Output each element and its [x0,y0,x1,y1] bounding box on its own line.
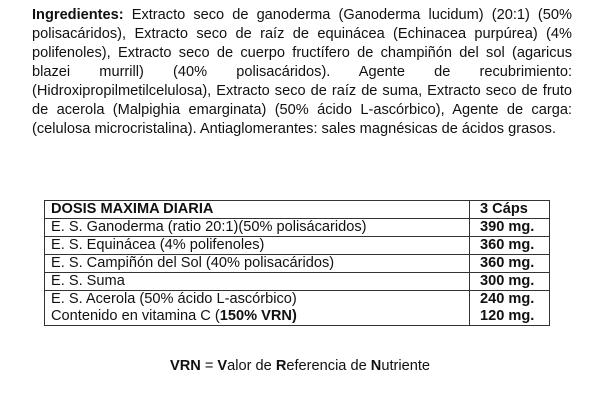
footnote-part: eferencia de [286,358,371,374]
amount-cell: 300 mg. [470,273,550,291]
footnote-part: N [370,358,382,374]
footnote-part: alor de [227,358,276,374]
header-ingredient-cell: DOSIS MAXIMA DIARIA [45,201,470,219]
amount-cell: 360 mg. [470,237,550,255]
footnote-part: = [200,358,218,374]
amount-cell: 360 mg. [470,255,550,273]
footnote-part: VRN [169,358,201,374]
vitamin-c-line [51,308,463,325]
table-header-row [45,201,550,219]
vitamin-c-vrn: 150% VRN [219,308,292,324]
amount-cell [470,291,550,326]
header-amount-cell: 3 Cáps [470,201,550,219]
table-row [45,219,550,237]
table-row [45,291,550,326]
ingredient-cell: E. S. Suma [45,273,470,291]
ingredients-heading: Ingredientes: [32,7,124,23]
ingredients-text: Extracto seco de ganoderma (Ganoderma lucidum) (20:1) (50% polisacáridos), Extracto seco de raíz de equinácea (Echinacea purpúrea) (4% polifenoles), Extracto seco de cuerpo fructífero de champiñón del sol (agaricus blazei murrill) (40% polisacáridos). Agente de recubrimiento: (Hidroxipropilmetilcelulosa), Extracto seco de raíz de suma, Extracto seco de fruto de acerola (Malpighia emarginata) (50% ácido L-ascórbico), Agente de carga: (celulosa microcristalina). Antiaglomerantes: sales magnésicas de ácidos grasos. [32,7,572,137]
footnote-part: utriente [381,358,431,374]
vitamin-c-paren: ) [291,308,297,324]
footnote-part: R [275,358,287,374]
vrn-footnote [0,358,600,374]
footnote-part: V [217,358,228,374]
table-row [45,255,550,273]
acerola-line: E. S. Acerola (50% ácido L-ascórbico) [51,291,297,307]
table-row [45,273,550,291]
acerola-amount: 240 mg. [480,291,535,307]
ingredients-paragraph [32,6,572,139]
vitamin-c-amount: 120 mg. [480,308,535,324]
ingredient-cell: E. S. Ganoderma (ratio 20:1)(50% polisácaridos) [45,219,470,237]
ingredient-cell: E. S. Campiñón del Sol (40% polisacáridos) [45,255,470,273]
vitamin-c-label: Contenido en vitamina C ( [51,308,220,324]
ingredient-cell [45,291,470,326]
ingredient-cell: E. S. Equinácea (4% polifenoles) [45,237,470,255]
amount-cell: 390 mg. [470,219,550,237]
daily-dose-table [44,200,550,326]
table-row [45,237,550,255]
